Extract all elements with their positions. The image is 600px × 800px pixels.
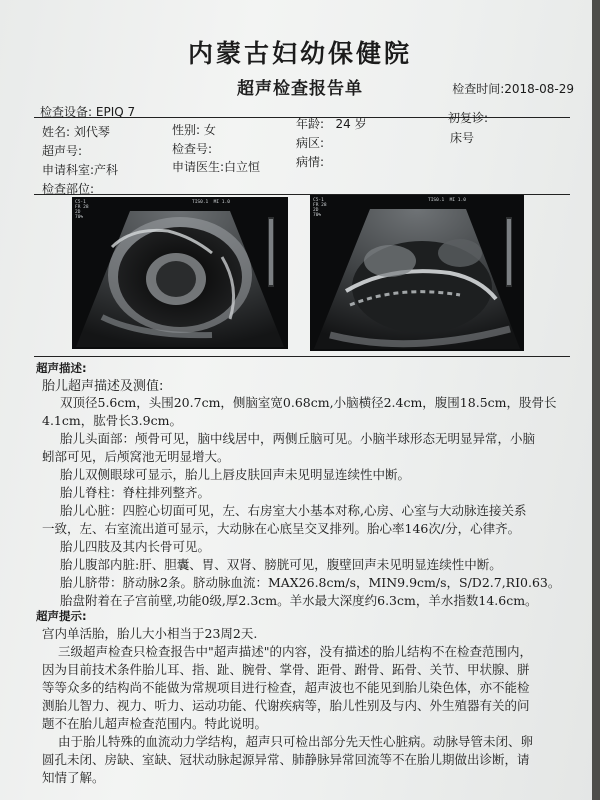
bed-field: 床号 (450, 131, 475, 145)
conclusion-line: 知情了解。 (42, 770, 105, 785)
ultrasound-image-spine: C5-1 FR 28 2D 70% TIS0.1 MI 1.0 (310, 195, 524, 351)
name-field: 姓名: 刘代琴 (42, 125, 110, 139)
description-line: 胎儿双侧眼球可显示，胎儿上唇皮肤回声未见明显连续性中断。 (60, 467, 411, 482)
visit-type-field: 初复诊: (448, 111, 489, 125)
exam-no-field: 检查号: (172, 142, 213, 156)
conclusion-line: 等等众多的结构尚不能做为常规项目进行检查，超声波也不能见到胎儿染色体，亦不能检 (42, 680, 530, 695)
conclusion-heading: 超声提示: (36, 609, 87, 623)
conclusion-line: 三级超声检查只检查报告中"超声描述"的内容，没有描述的胎儿结构不在检查范围内， (58, 644, 533, 659)
description-line: 胎儿脊柱：脊柱排列整齐。 (60, 485, 211, 500)
exam-date: 检查时间:2018-08-29 (452, 82, 574, 96)
description-line: 4.1cm，肱骨长3.9cm。 (42, 413, 182, 428)
exam-site-field: 检查部位: (42, 182, 95, 196)
conclusion-line: 由于胎儿特殊的血流动力学结构，超声只可检出部分先天性心脏病。动脉导管未闭、卵 (58, 734, 534, 749)
age-field: 年龄: 24 岁 (296, 117, 367, 131)
description-heading: 超声描述: (36, 361, 87, 375)
description-line: 胎儿腹部内脏:肝、胆囊、胃、双肾、膀胱可见，腹壁回声未见明显连续性中断。 (60, 557, 502, 572)
images-rule (34, 356, 570, 357)
description-line: 蚓部可见，后颅窝池无明显增大。 (42, 449, 230, 464)
condition-field: 病情: (296, 155, 325, 169)
background-edge (592, 0, 600, 800)
description-line: 胎儿心脏：四腔心切面可见，左、右房室大小基本对称,心房、心室与大动脉连接关系 (60, 503, 527, 518)
report-title: 超声检查报告单 (237, 79, 363, 99)
description-line: 胎儿超声描述及测值: (42, 379, 164, 394)
description-line: 胎盘附着在子宫前壁,功能0级,厚2.3cm。羊水最大深度约6.3cm，羊水指数14.6cm。 (60, 593, 538, 608)
ultrasound-image-cranial: C5-1 FR 28 2D 70% TIS0.1 MI 1.0 (72, 197, 288, 349)
description-line: 双顶径5.6cm，头围20.7cm，侧脑室宽0.68cm,小脑横径2.4cm，腹围18.5cm，股骨长 (60, 395, 557, 410)
sex-field: 性别: 女 (172, 123, 216, 137)
conclusion-line: 题不在胎儿超声检查范围内。特此说明。 (42, 716, 268, 731)
description-line: 胎儿头面部：颅骨可见，脑中线居中，两侧丘脑可见。小脑半球形态无明显异常，小脑 (60, 431, 536, 446)
conclusion-line: 测胎儿智力、视力、听力、运动功能、代谢疾病等，胎儿性别及与内、外生殖器有关的问 (42, 698, 530, 713)
description-line: 一致，左、右室流出道可显示，大动脉在心底呈交叉排列。胎心率146次/分，心律齐。 (42, 521, 521, 536)
ultrasound-no-field: 超声号: (42, 144, 83, 158)
conclusion-line: 宫内单活胎，胎儿大小相当于23周2天. (42, 626, 258, 641)
description-line: 胎儿四肢及其内长骨可见。 (60, 539, 211, 554)
ward-field: 病区: (296, 136, 325, 150)
description-line: 胎儿脐带：脐动脉2条。脐动脉血流：MAX26.8cm/s，MIN9.9cm/s，S/D2.7,RI0.63。 (60, 575, 561, 590)
hospital-name: 内蒙古妇幼保健院 (187, 39, 412, 68)
department-field: 申请科室:产科 (42, 163, 119, 177)
conclusion-line: 因为目前技术条件胎儿耳、指、趾、腕骨、掌骨、距骨、跗骨、跖骨、关节、甲状腺、胼 (42, 662, 530, 677)
device-field: 检查设备: EPIQ 7 (40, 105, 136, 119)
conclusion-line: 圆孔未闭、房缺、室缺、冠状动脉起源异常、肺静脉异常回流等不在胎儿期做出诊断，请 (42, 752, 530, 767)
doctor-field: 申请医生:白立恒 (172, 160, 261, 174)
